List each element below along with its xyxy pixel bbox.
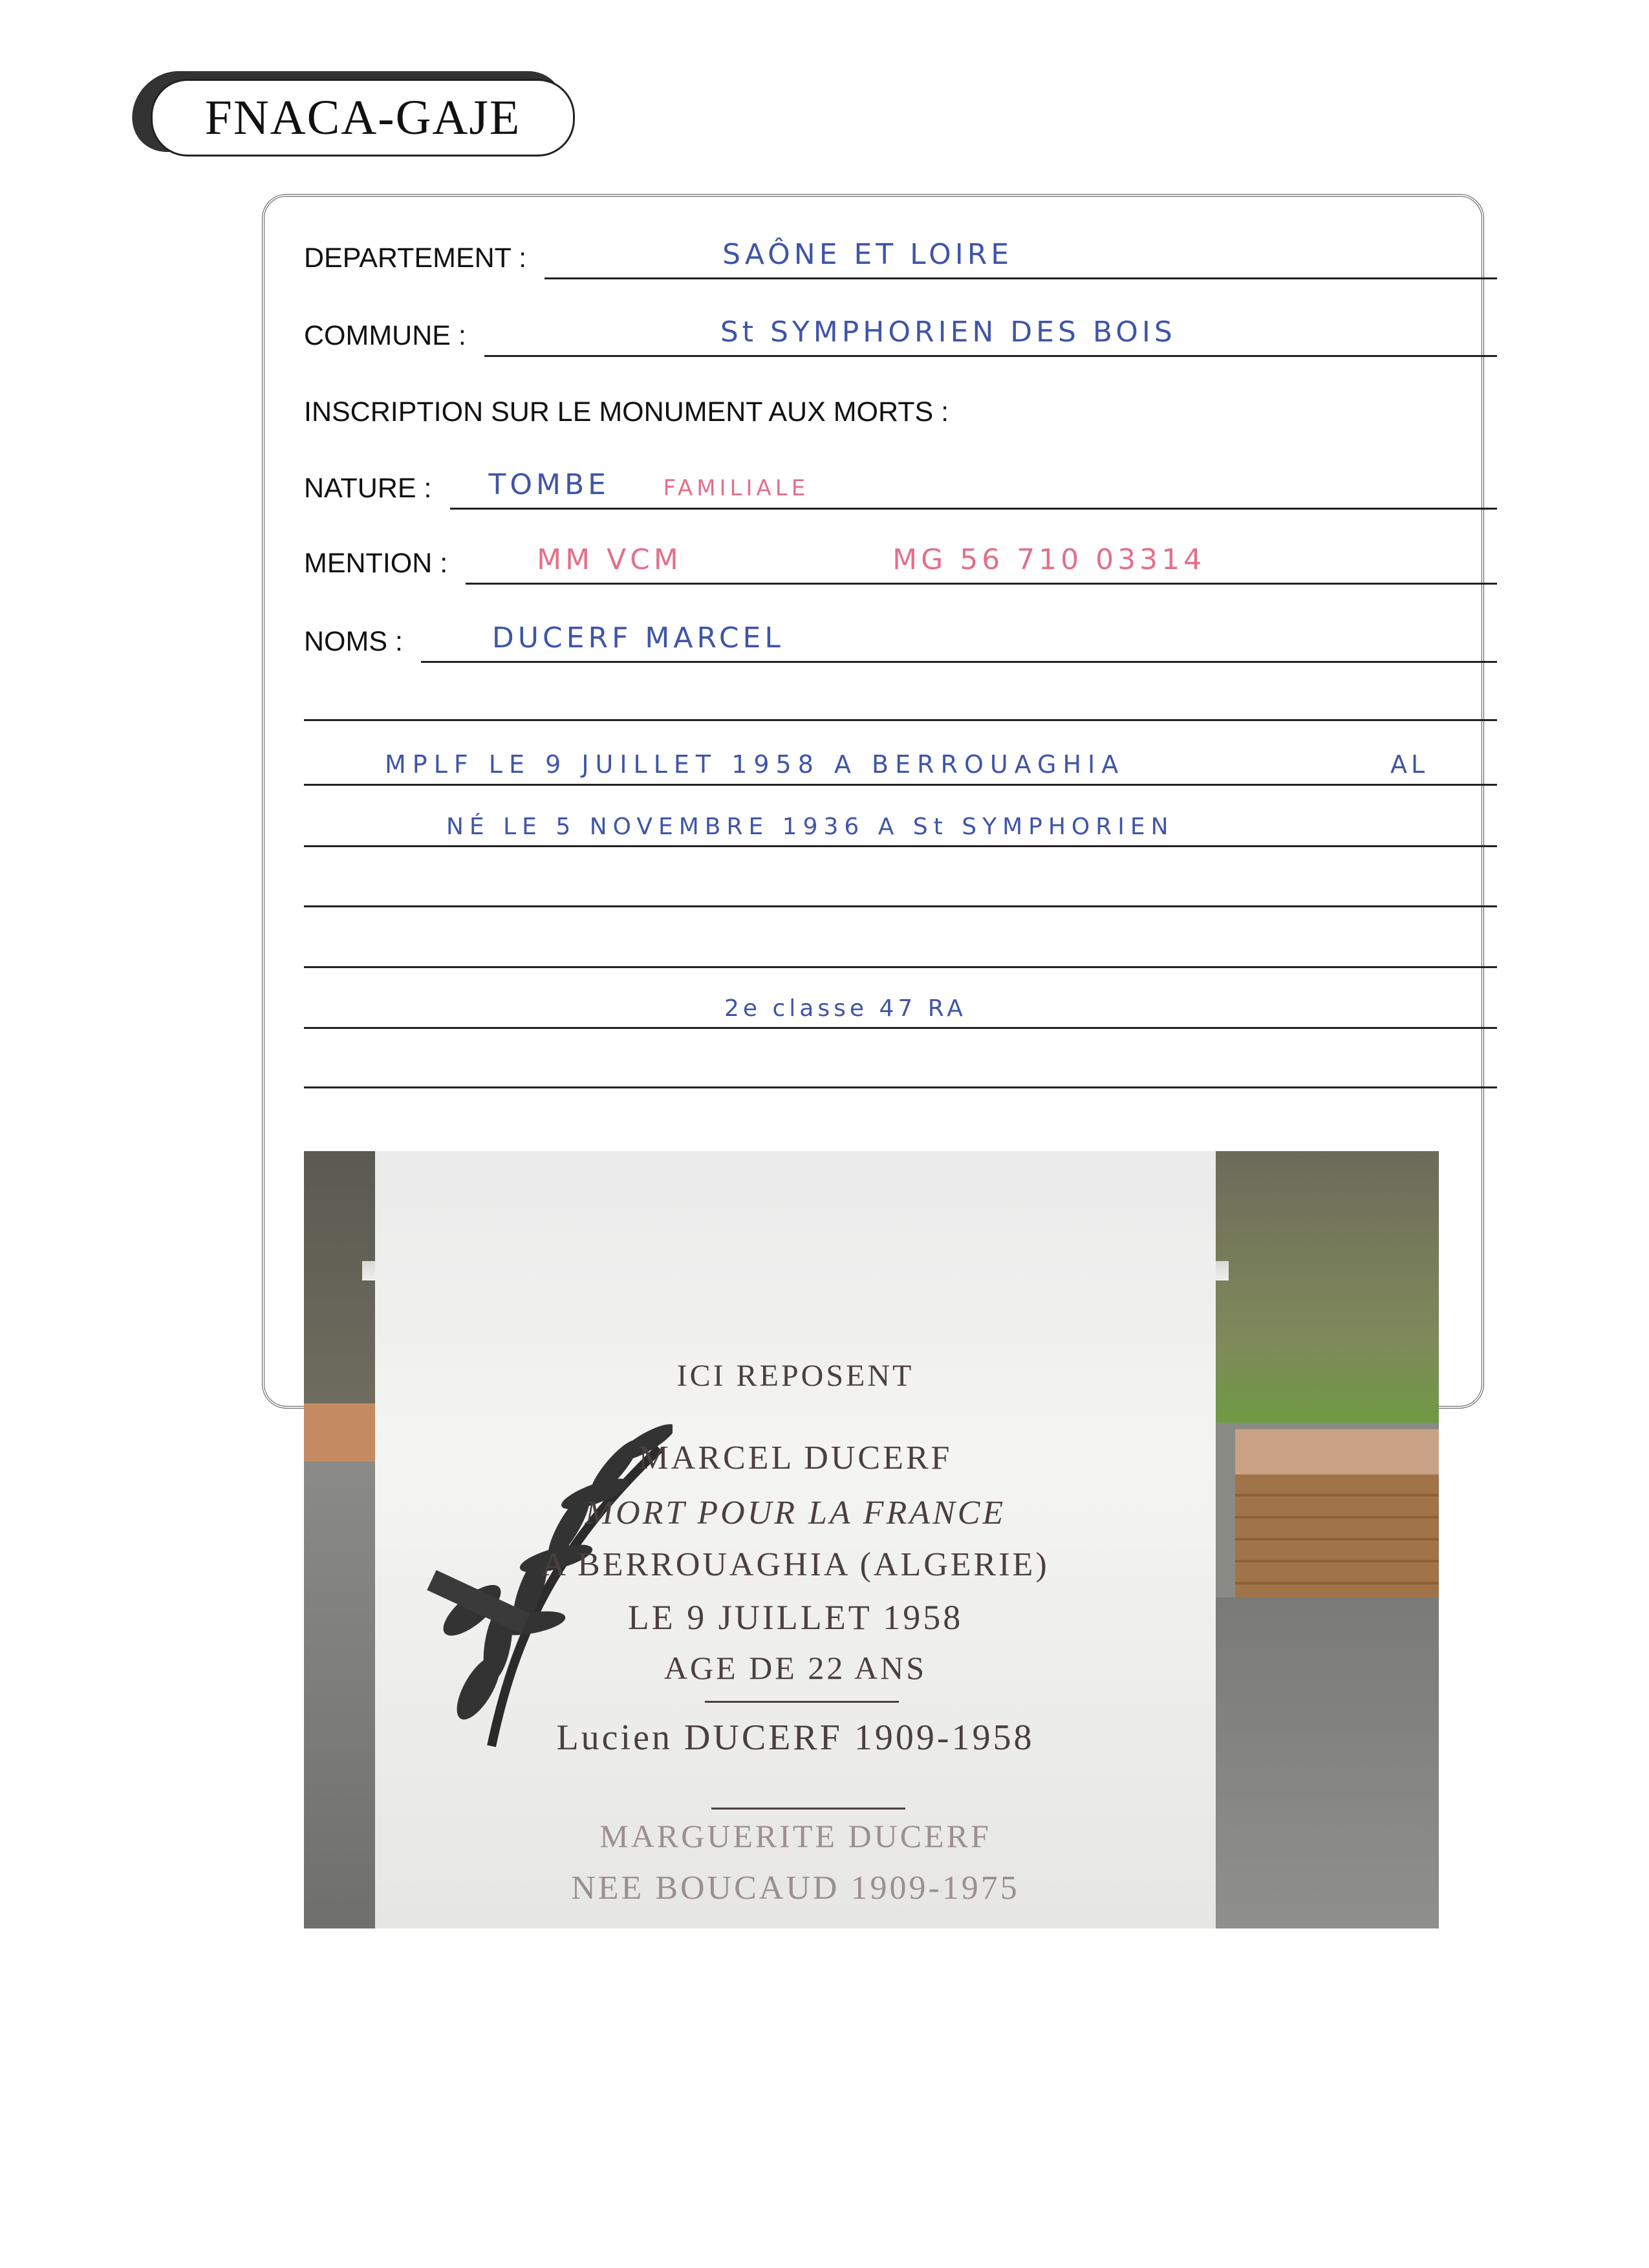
ruled-line [304,966,1497,968]
epitaph-divider [705,1701,899,1703]
notes-line-2: NÉ LE 5 NOVEMBRE 1936 A St SYMPHORIEN [446,814,1174,840]
departement-row [304,234,1497,279]
epitaph-divider [711,1808,905,1809]
epitaph-line: A BERROUAGHIA (ALGERIE) [541,1546,1050,1583]
nature-row [304,464,1497,510]
right-roof [1235,1429,1439,1474]
logo-frame [151,79,575,157]
departement-field [544,236,1497,279]
epitaph-line: MARCEL DUCERF [638,1440,953,1476]
departement-label: DEPARTEMENT : [304,243,527,274]
noms-field [421,620,1497,663]
ruled-line [304,750,1497,786]
trees-background [1209,1151,1439,1423]
left-roof [304,1403,382,1462]
fnaca-logo [133,71,579,158]
mention-value-2: MG 56 710 03314 [892,543,1206,576]
commune-row [304,312,1497,357]
commune-value: St SYMPHORIEN DES BOIS [720,316,1176,349]
epitaph-line: MORT POUR LA FRANCE [585,1495,1006,1531]
nature-value-1: TOMBE [488,468,610,501]
noms-row [304,618,1497,663]
ruled-line [304,905,1497,907]
grave-photo [304,1151,1439,1928]
epitaph-line: MARGUERITE DUCERF [599,1818,991,1854]
nature-field [450,466,1498,510]
mention-value-1: MM VCM [537,543,682,576]
epitaph-line: Lucien DUCERF 1909-1958 [556,1718,1035,1758]
departement-value: SAÔNE ET LOIRE [722,238,1013,271]
epitaph-line: AGE DE 22 ANS [663,1650,927,1686]
nature-label: NATURE : [304,473,432,504]
cemetery-ground [1209,1597,1439,1928]
epitaph-line: NEE BOUCAUD 1909-1975 [571,1870,1020,1906]
left-wall [304,1462,382,1928]
epitaph-line: LE 9 JUILLET 1958 [627,1598,964,1637]
mention-row [304,539,1497,585]
noms-value: DUCERF MARCEL [491,621,784,654]
mention-label: MENTION : [304,548,448,579]
ruled-line [304,995,1497,1029]
nature-value-2: FAMILIALE [663,475,810,501]
notes-line-1: MPLF LE 9 JUILLET 1958 A BERROUAGHIA [385,750,1125,779]
ruled-line [304,1086,1497,1088]
stone-wall [1235,1474,1439,1597]
ruled-line [304,719,1497,721]
notes-line-1-suffix: AL [1390,750,1429,779]
epitaph-line: ICI REPOSENT [676,1359,914,1393]
commune-field [484,314,1497,357]
inscription-label: INSCRIPTION SUR LE MONUMENT AUX MORTS : [304,396,949,427]
inscription-row [304,388,1497,433]
mention-field [466,541,1497,585]
noms-label: NOMS : [304,626,403,657]
commune-label: COMMUNE : [304,320,466,351]
logo-text: FNACA-GAJE [204,90,521,145]
notes-line-3: 2e classe 47 RA [724,995,967,1022]
ruled-line [304,814,1497,847]
